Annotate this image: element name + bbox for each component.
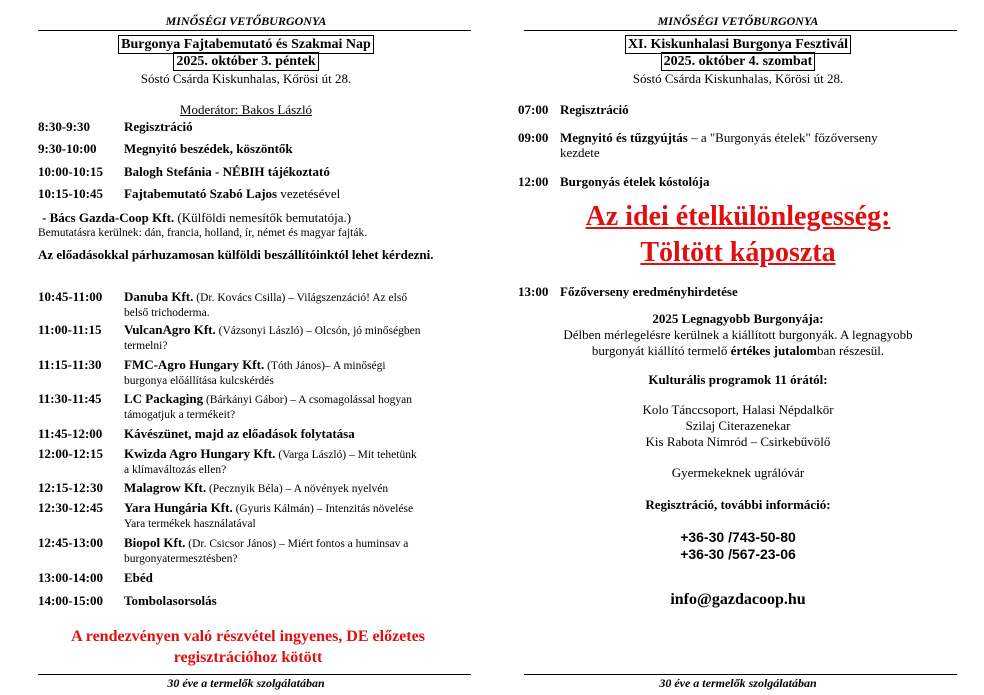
talk-line [124,357,469,374]
talk-line [124,446,469,463]
talk-topic: – Intenzitás növelése [313,503,414,515]
schedule-title [124,119,193,134]
parallel-note: Az előadásokkal párhuzamosan külföldi beszállítóinktól lehet kérdezni. [38,247,434,262]
talk-topic: – Világszenzáció! Az első [285,292,408,304]
talk-company: Ebéd [124,570,153,585]
talk-topic: – Mit tehetünk [346,449,417,461]
special-dish-name: Töltött káposzta [640,237,836,268]
talk-line [124,391,469,408]
talk-topic: – A növények nyelvén [282,483,389,495]
right-header: MINŐSÉGI VETŐBURGONYA [657,14,819,28]
festival-line [560,130,950,145]
talk-company: Yara Hungária Kft. [124,500,233,515]
festival-rest: – a "Burgonyás ételek" főzőverseny [687,130,878,145]
email-link[interactable]: info@gazdacoop.hu [670,591,806,608]
talk-time: 11:45-12:00 [38,426,103,441]
festival-title [560,130,950,160]
schedule-title-bold: Balogh Stefánia - NÉBIH tájékoztató [124,164,330,179]
talk-time: 14:00-15:00 [38,593,103,608]
talk-topic-cont: belső trichoderma. [124,307,210,319]
culture-title: Kulturális programok 11 órától: [648,372,828,387]
talk-speaker: (Gyuris Kálmán) [232,503,314,515]
talk-speaker: (Dr. Csicsor János) [185,538,277,550]
talk-speaker: (Pecznyik Béla) [206,483,283,495]
talk-description [124,426,469,441]
right-flyer: MINŐSÉGI VETŐBURGONYA XI. Kiskunhalasi Burgonya Fesztivál 2025. október 4. szombat Sóstó Csárda Kiskunhalas, Kőrösi út 28. 07:00 Regisztráció 09:00 Megnyitó és tűzgyújtás – a "Burgonyás ételek" főzőverseny kezdete 12:00 Burgonyás ételek kóstolója Az idei ételkülönlegesség: Töltött káposzta 13:00 Főzőverseny eredményhirdetése 2025 Legnagyobb Burgonyája: Délben mérlegelésre kerülnek a kiállított burgonyák. A legnagyobb burgonyát kiállító termelő értékes jutalomban részesül. Kulturális programok 11 órától: Kolo Tánccsoport, Halasi Népdalkör Szilaj Citerazenekar Kis Rabota Nimród – Csirkebűvölő Gyermekeknek ugrálóvár Regisztráció, további információ: +36-30 /743-50-80 +36-30 /567-23-06 info@gazdacoop.hu 30 éve a termelők szolgálatában [492,0,984,695]
left-location: Sóstó Csárda Kiskunhalas, Kőrösi út 28. [140,71,352,86]
left-footer-rule [38,674,471,675]
talk-time: 11:30-11:45 [38,391,102,406]
talk-description [124,480,469,497]
talk-time: 12:30-12:45 [38,500,103,515]
right-title: XI. Kiskunhalasi Burgonya Fesztivál [625,35,851,54]
bemutatasra-line: Bemutatásra kerülnek: dán, francia, holland, ír, német és magyar fajták. [38,227,368,239]
talk-topic-cont: a klímaváltozás ellen? [124,464,227,476]
talk-topic: – A minőségi [324,360,386,372]
talk-description [124,593,469,608]
festival-time: 07:00 [518,102,549,117]
festival-name: Burgonyás ételek kóstolója [560,174,710,189]
talk-line [124,480,469,497]
talk-line [124,593,469,608]
talk-speaker: (Tóth János) [264,360,325,372]
talk-topic: – Miért fontos a huminsav a [276,538,409,550]
talk-description [124,357,469,389]
talk-time: 12:15-12:30 [38,480,103,495]
talk-company: Danuba Kft. [124,289,194,304]
talk-topic: – Olcsón, jó minőségben [303,325,421,337]
talk-company: Malagrow Kft. [124,480,207,495]
schedule-title-bold: Regisztráció [124,119,193,134]
talk-line [124,322,469,339]
right-header-rule [524,30,957,31]
schedule-title-bold: Megnyitó beszédek, köszöntők [124,141,293,156]
culture-item: Kolo Tánccsoport, Halasi Népdalkör [642,402,834,417]
schedule-time: 10:15-10:45 [38,186,103,201]
talk-description [124,570,469,585]
talk-description [124,500,469,532]
phone-1[interactable]: +36-30 /743-50-80 [680,529,796,545]
schedule-title [124,164,330,179]
talk-description [124,322,469,354]
talk-company: Biopol Kft. [124,535,186,550]
festival-line [560,102,950,117]
festival-time: 12:00 [518,174,549,189]
left-footer: 30 éve a termelők szolgálatában [167,676,325,690]
talk-line [124,426,469,441]
schedule-title [124,141,293,156]
right-footer-rule [524,674,957,675]
talk-company: Kwizda Agro Hungary Kft. [124,446,276,461]
talk-company: Kávészünet, majd az előadások folytatása [124,426,355,441]
talk-description [124,391,469,423]
culture-item: Szilaj Citerazenekar [685,418,791,433]
phone-2[interactable]: +36-30 /567-23-06 [680,546,796,562]
talk-line [124,289,469,306]
schedule-time: 10:00-10:15 [38,164,103,179]
left-date: 2025. október 3. péntek [173,52,318,71]
left-title: Burgonya Fajtabemutató és Szakmai Nap [118,35,374,54]
talk-topic-cont: burgonyatermesztésben? [124,553,238,565]
schedule-title-rest: vezetésével [277,186,341,201]
talk-company: VulcanAgro Kft. [124,322,216,337]
talk-topic-cont: Yara termékek használatával [124,518,256,530]
talk-company: LC Packaging [124,391,204,406]
festival-rest-cont: kezdete [560,145,600,160]
talk-line [124,500,469,517]
kids-program: Gyermekeknek ugrálóvár [671,465,805,480]
schedule-time: 9:30-10:00 [38,141,97,156]
talk-speaker: (Varga László) [275,449,347,461]
registration-title: Regisztráció, további információ: [645,497,831,512]
talk-topic: – A csomagolással hogyan [287,394,412,406]
talk-description [124,535,469,567]
festival-time: 09:00 [518,130,549,145]
talk-time: 12:45-13:00 [38,535,103,550]
schedule-time: 8:30-9:30 [38,119,90,134]
left-header-rule [38,30,471,31]
talk-description [124,289,469,321]
biggest-potato-title: 2025 Legnagyobb Burgonyája: [652,311,824,326]
talk-company: FMC-Agro Hungary Kft. [124,357,265,372]
festival-title [560,102,950,117]
schedule-title-bold: Fajtabemutató Szabó Lajos [124,186,278,201]
talk-time: 10:45-11:00 [38,289,103,304]
biggest-potato-line1: Délben mérlegelésre kerülnek a kiállított burgonyák. A legnagyobb [563,327,913,342]
talk-time: 13:00-14:00 [38,570,103,585]
talk-time: 11:00-11:15 [38,322,102,337]
talk-speaker: (Dr. Kovács Csilla) [193,292,286,304]
right-footer: 30 éve a termelők szolgálatában [659,676,817,690]
talk-line [124,535,469,552]
left-header: MINŐSÉGI VETŐBURGONYA [165,14,327,28]
special-dish-heading: Az idei ételkülönlegesség: [585,201,891,232]
talk-topic-cont: termelni? [124,340,168,352]
schedule-title [124,186,340,201]
right-date: 2025. október 4. szombat [661,52,816,71]
talk-time: 11:15-11:30 [38,357,102,372]
festival-line [560,174,950,189]
moderator: Moderátor: Bakos László [179,102,313,117]
free-entry-notice: A rendezvényen való részvétel ingyenes, DE előzetes regisztrációhoz kötött [71,628,425,666]
talk-speaker: (Vázsonyi László) [215,325,304,337]
right-location: Sóstó Csárda Kiskunhalas, Kőrösi út 28. [632,71,844,86]
talk-speaker: (Bárkányi Gábor) [203,394,288,406]
talk-line [124,570,469,585]
culture-item: Kis Rabota Nimród – Csirkebűvölő [645,434,831,449]
biggest-potato-line2: burgonyát kiállító termelő értékes jutalomban részesül. [591,343,885,358]
festival-title [560,174,950,189]
talk-topic-cont: támogatjuk a termékeit? [124,409,236,421]
talk-topic-cont: burgonya előállítása kulcskérdés [124,375,274,387]
festival-name: Megnyitó és tűzgyújtás [560,130,688,145]
festival-name: Regisztráció [560,102,629,117]
talk-time: 12:00-12:15 [38,446,103,461]
bacs-line: - Bács Gazda-Coop Kft. (Külföldi nemesítők bemutatója.) [42,210,352,225]
talk-company: Tombolasorsolás [124,593,217,608]
talk-description [124,446,469,478]
